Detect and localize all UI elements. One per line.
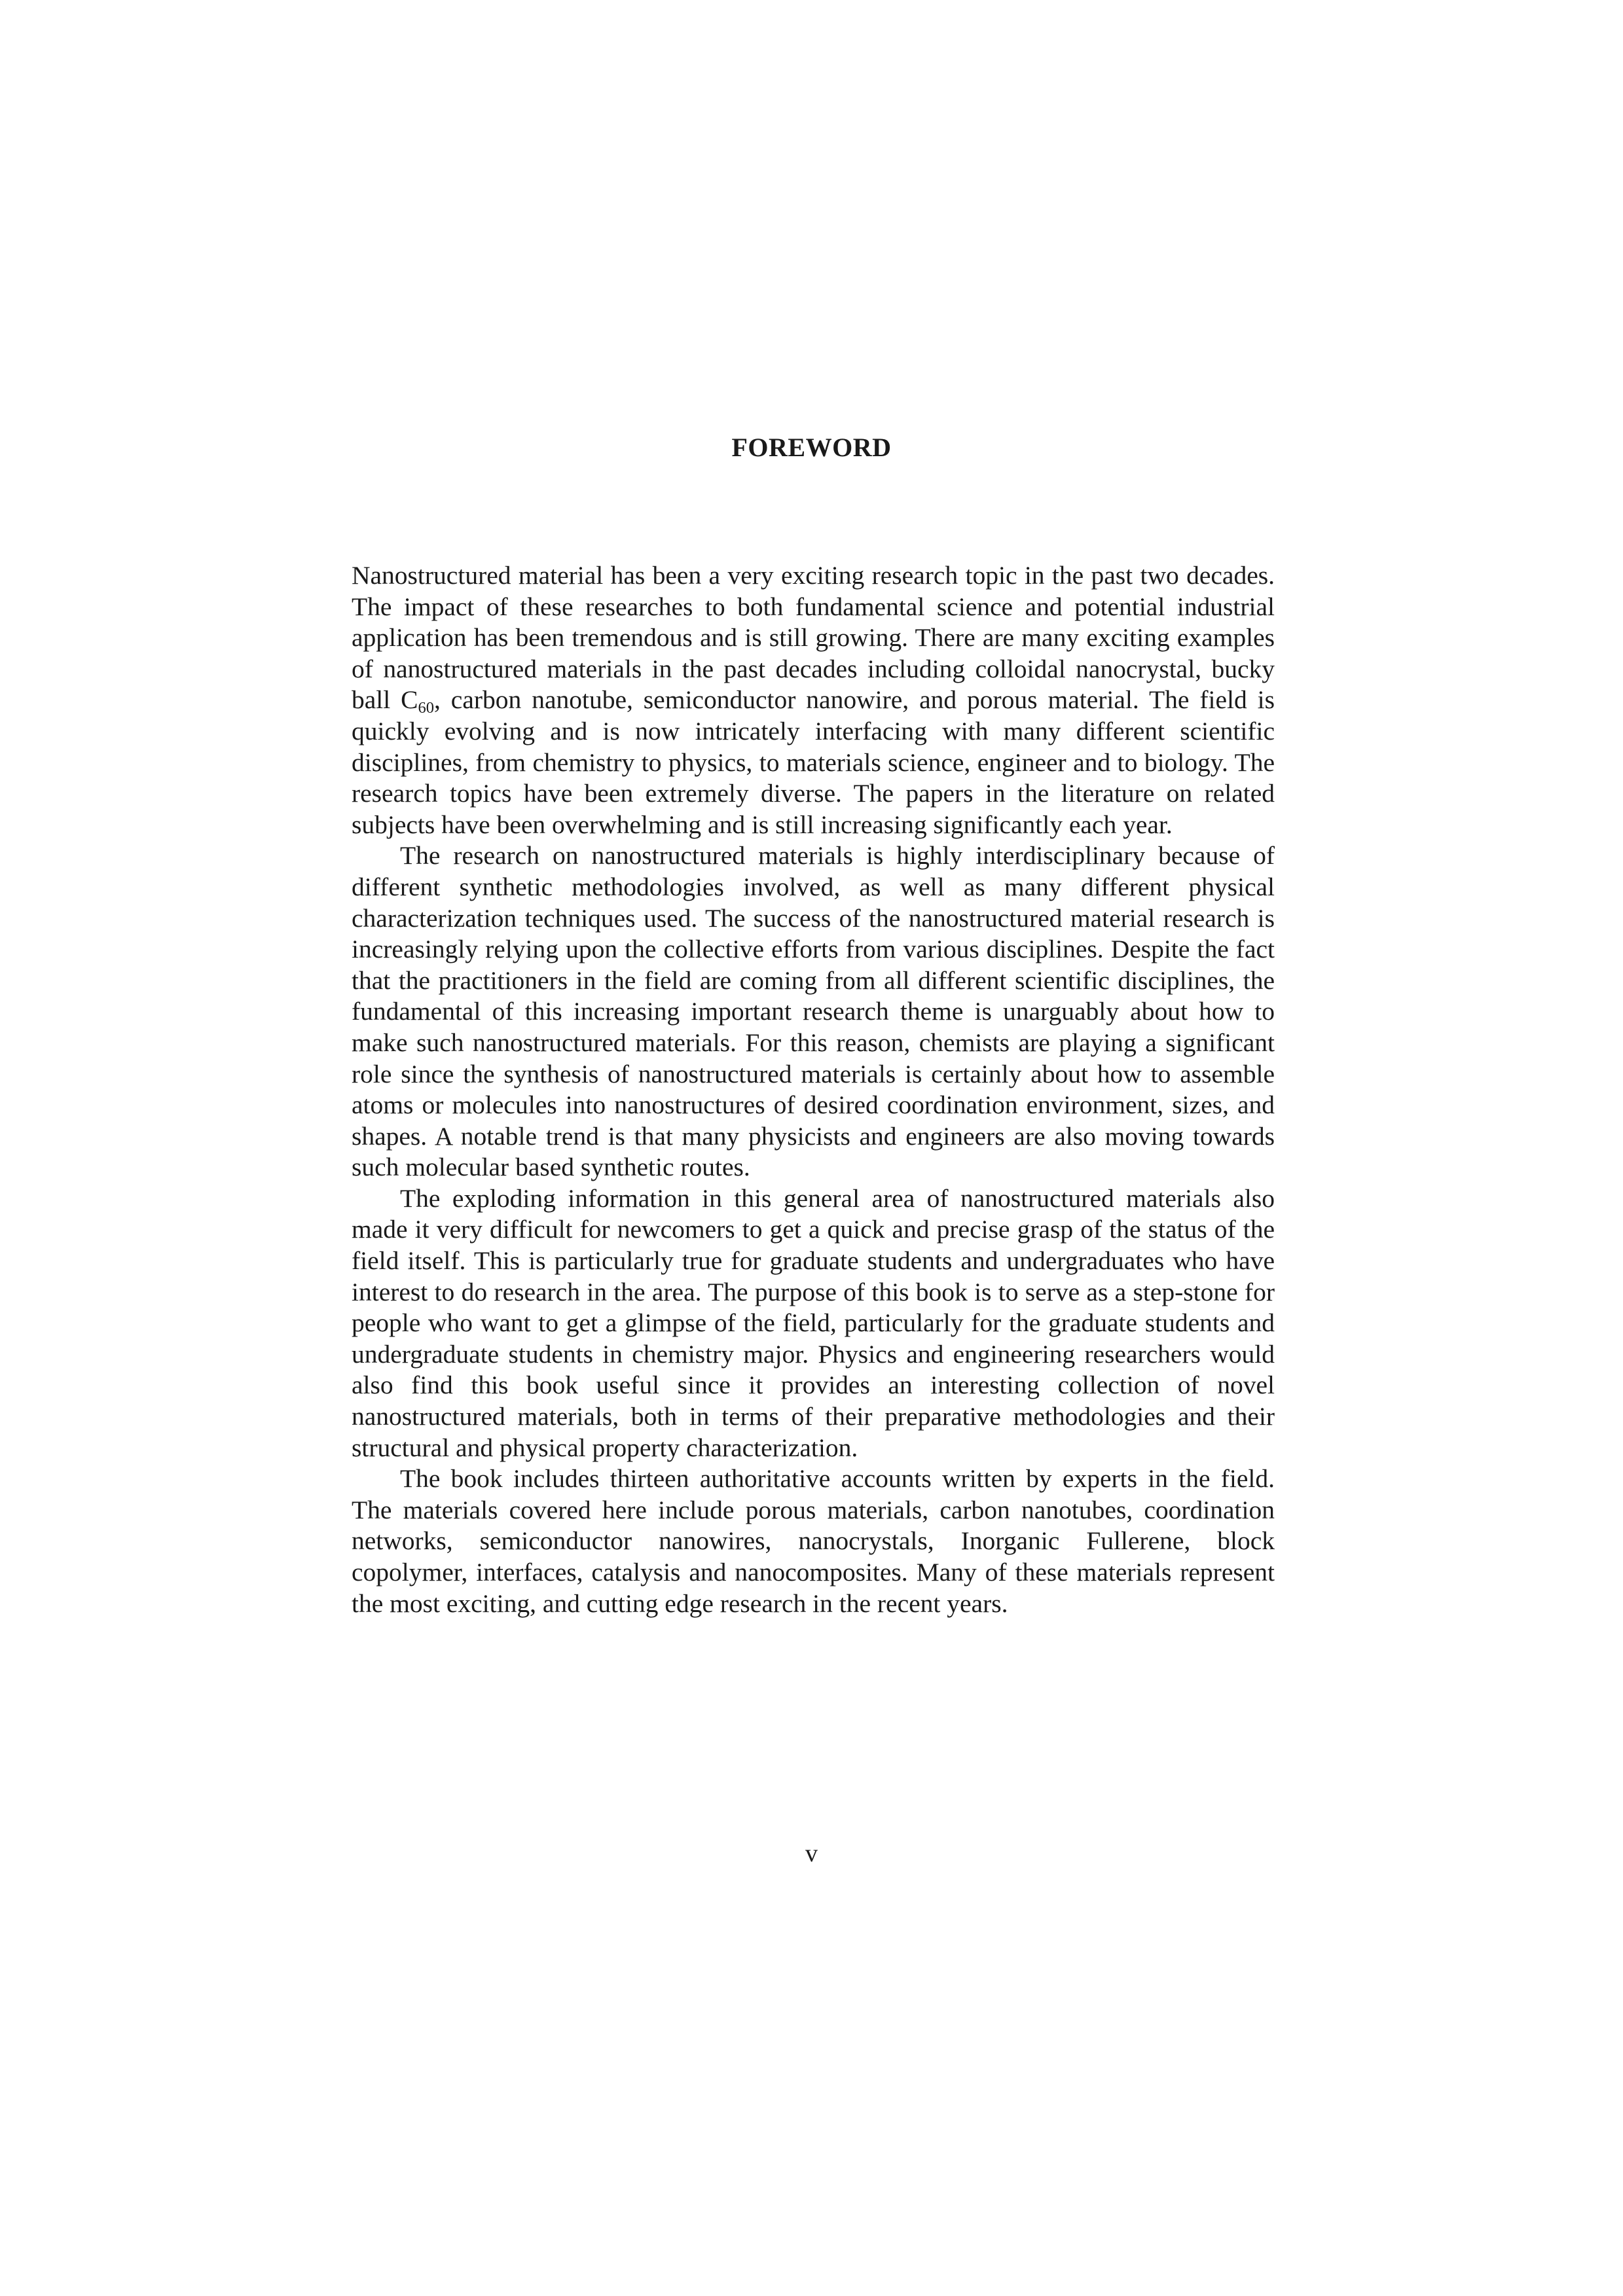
c60-subscript: 60 (418, 699, 434, 717)
paragraph-1-part-b: , carbon nanotube, semiconductor nanowire, and porous material. The field is quickly evolving and is now intricately interfacing with many different scientific disciplines, from chemistry to physics, to materials science, engineer and to biology. The research topics have been extremely diverse. The papers in the literature on related subjects have been overwhelming and is still increasing significantly each year. (352, 685, 1275, 839)
paragraph-2: The research on nanostructured materials is highly interdisciplinary because of different synthetic methodologies involved, as well as many different physical characterization techniques used. The success of the nanostructured material research is increasingly relying upon the collective efforts from various disciplines. Despite the fact that the practitioners in the field are coming from all different scientific disciplines, the fundamental of this increasing important research theme is unarguably about how to make such nanostructured materials. For this reason, chemists are playing a significant role since the synthesis of nanostructured materials is certainly about how to assemble atoms or molecules into nanostructures of desired coordination environment, sizes, and shapes. A notable trend is that many physicists and engineers are also moving towards such molecular based synthetic routes. (352, 841, 1275, 1182)
foreword-body (352, 560, 1275, 1619)
paragraph-1 (352, 560, 1275, 840)
page-number: v (805, 1840, 818, 1867)
page-title: FOREWORD (731, 433, 892, 462)
paragraph-1-part-a: Nanostructured material has been a very exciting research topic in the past two decades. The impact of these researches to both fundamental science and potential industrial application has been tremendous and is still growing. There are many exciting examples of nanostructured materials in the past decades including colloidal nanocrystal, bucky ball C (352, 561, 1275, 715)
paragraph-4: The book includes thirteen authoritative accounts written by experts in the field. The materials covered here include porous materials, carbon nanotubes, coordination networks, semiconductor nanowires, nanocrystals, Inorganic Fullerene, block copolymer, interfaces, catalysis and nanocomposites. Many of these materials represent the most exciting, and cutting edge research in the recent years. (352, 1464, 1275, 1618)
paragraph-3: The exploding information in this general area of nanostructured materials also made it very difficult for newcomers to get a quick and precise grasp of the status of the field itself. This is particularly true for graduate students and undergraduates who have interest to do research in the area. The purpose of this book is to serve as a step-stone for people who want to get a glimpse of the field, particularly for the graduate students and undergraduate students in chemistry major. Physics and engineering researchers would also find this book useful since it provides an interesting collection of novel nanostructured materials, both in terms of their preparative methodologies and their structural and physical property characterization. (352, 1183, 1275, 1462)
